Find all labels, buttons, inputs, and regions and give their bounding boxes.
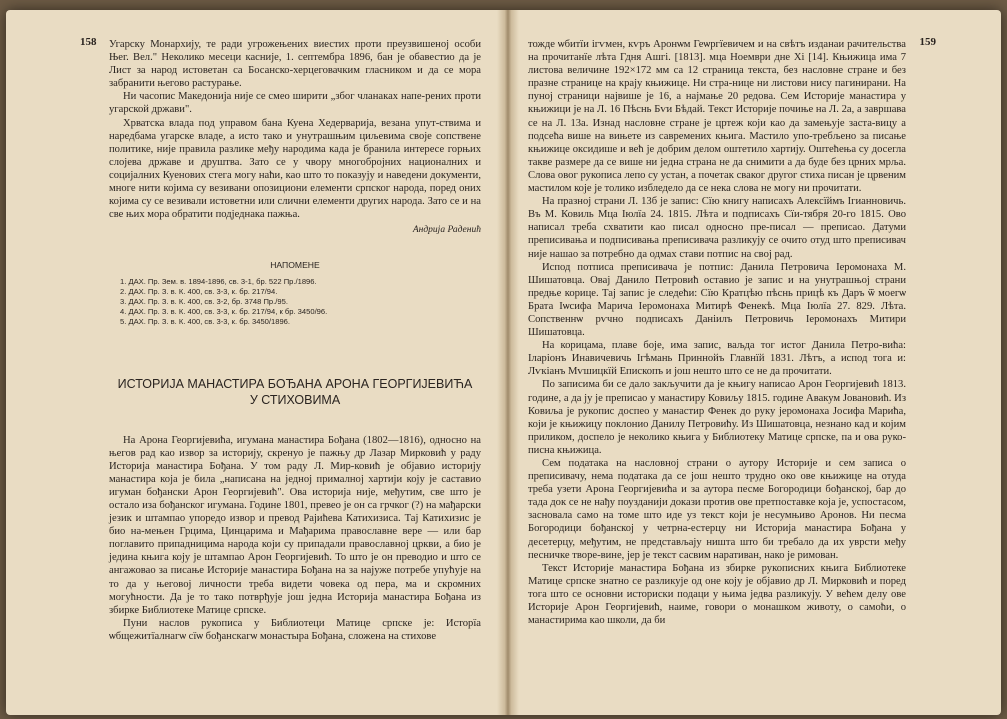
left-paragraph-2: Ни часопис Македонија није се смео ширити „због чланакаx напе-рених проти угарской држави". — [109, 91, 481, 116]
right-page — [528, 36, 936, 627]
article-title-line-2: У СТИХОВИМА — [249, 392, 341, 407]
footnote: 5. ДАХ. Пр. З. в. К. 400, св. 3-3, к. бр. 3450/1896. — [120, 316, 291, 326]
right-paragraph-6: Сем података на насловној страни о аутору Историје и сем записа о преписивачу, нема података да се још нешто трудно око ове књижице на отуда треба узети Арона Георгијевића и за аутора песме Богородици бођанској, бар до тада док се не нађу поузданији докази против ове претпоставке која је, успостасом, засновала само на томе што иде уз текст који је несумњиво Аронов. Ни песма Богородици бођанској у четрна-естерцу ни Историја манастира Бођана у десетерцу, међутим, не представљају ништа што би требало да их уврсти међу песничке творе-вине, јер је текст сасвим наративан, нако је римован. — [528, 458, 906, 561]
right-page-number: 159 — [919, 36, 936, 48]
footnote: 2. ДАХ. Пр. З. в. К. 400, св. 3-3, к. бр. 217/94. — [120, 286, 278, 296]
author-signature: Андрија Раденић — [412, 225, 481, 236]
left-page-number: 158 — [80, 36, 97, 48]
right-paragraph-2: На празној страни Л. 13б је запис: Сїю книгу написахъ Алексїймъ Ігианновичь. Въ М. Ковиль Мца Іюлїа 24. 1815. Лѣта и подписахъ Сїи-тября 20-го 1815. Ово написал треба схватити као писал односно пре-писал — преписао. Датуми преписивања и подписивања преписивача разликују се очито отуд што преписивач није нашао за потребно да одмах стави потпис на свој рад. — [528, 196, 906, 260]
article-paragraph-1: На Арона Георгијевића, игумана манастира Бођана (1802—1816), односно на његов рад као извор за историју, скренуо је пажњу др Лазар Мирковић у раду Историја манастира Бођана. У том раду Л. Мир-ковић је објавио историју манастира која је била „написана на једној прималној хартији коју је саставио игуман бођански Арон Георгијевић". Ова историја није, међутим, све што је остало иза бођанског игумана. Године 1801, превео је он са грчког (?) на мађарски језик и штампао упоредо извор и превод Рајићева Катихизиса. Тај Катихизис је био на-мењен Грцима, Цинцарима и Мађарима православне вере — или бар поглавито припадницима народа који су припадали православној цркви, а био је једина књига коју је штампао Арон Георгијевић. То што је он преводио и што се ангажовао за писање Историје манастира Бођана на за најуже потребе упућује на то да у његовој личности треба видети човека од пера, ма и скромних могућности. Да је то тако потврђује још једна Историја манастира Бођана из збирке Библиотеке Матице српске. — [109, 434, 481, 616]
article-paragraph-2: Пуни наслов рукописа у Библиотеци Матице српске је: Исторїа ѡбщежитїалнагѡ сїѡ бођанскагѡ монастыра Бођана, сложена на стихове — [109, 617, 481, 642]
book-gutter — [497, 10, 519, 715]
left-page — [80, 36, 481, 643]
notes-heading: НАПОМЕНЕ — [270, 260, 320, 271]
right-paragraph-4: На корицама, плаве боје, има запис, ваљда тог истог Данила Петро-вића: Іларіонъ Инавичевичь Ігѣмань Приннойъ Главнїй 1831. Лѣтъ, а испод тога и: Лѵкіанъ Мѵшицкїй Епископъ и још нешто што се не да прочитати. — [528, 340, 906, 378]
article-title — [109, 376, 481, 408]
right-paragraph-3: Испод потписа преписивача је потпис: Данила Петровича Іеромонаха М. Шишатовца. Овај Данило Петровић оставио је запис и на унутрашњој страни предње корице. Тај запис је следећи: Сїю Кратцѣю пѣснь прицѣ къ Даръ ѿ моегѡ Брата Іѡсифа Марича Іеромонаха Митирѣ Фенекѣ. Мца Іюлїа 27. 829. Лѣта. Сопственнѡ рѵчно подписахъ Даніилъ Петровичь Іеромонахъ Митири Шишатовца. — [528, 261, 906, 339]
footnote: 1. ДАХ. Пр. Зем. в. 1894-1896, св. 3-1, бр. 522 Пр./1896. — [120, 276, 317, 286]
left-paragraph-1: Угарску Монархију, те ради угрожењених виестих прoти преузвишеној особи Њег. Вел." Неколико месеци касније, 1. септембра 1896, бан је обавестиo да је Лист за народ истоветан са Босанско-херцеговачким гласником и да се мора забранити његово растурање. — [109, 39, 481, 90]
footnote: 3. ДАХ. Пр. З. в. К. 400, св. 3-2, бр. 3748 Пр./95. — [120, 296, 288, 306]
right-paragraph-7: Текст Историје манастира Бођана из збирке рукописних књига Библиотеке Матице српске знатно се разликује од оне коју је објавио др Л. Мирковић и поред тога што се основни историски подаци у њима једва разликују. У већем делу ове Историје Арон Георгијевић, наиме, говори о монашком животу, о самоћи, о манастирима као школи, да би — [528, 562, 906, 627]
book-spread — [6, 10, 1001, 715]
left-paragraph-3: Хрватска влада под управом бана Куена Хедерварија, везана упут-ствима и наредбама угарске владе, а исто тако и унутрашњим циљевима своје сопствене политике, није правила разлике међу народима када је бранила интересе горњих слојева државе и друштва. Зато се у чвору многобројних националних и социјалних Куенових стега могу наћи, као што то показују и наведени документи, многе нити којима су везивани опозициони елементи српског народа, поред оних којима су се везивали истоветни или слични елементи других народа. Зато се и на све њих мора обратити подједнака пажња. — [109, 117, 481, 221]
footnote: 4. ДАХ. Пр. З. в. К. 400, св. 3-3, к. бр. 217/94, к бр. 3450/96. — [120, 306, 328, 316]
right-paragraph-5: По записима би се дало закључити да је књигу написао Арон Георгијевић 1813. године, а да ју је преписао у манастиру Ковиљу 1815. године Авакум Јовановић. Из Ковиља је рукопис доспео у манастир Фенек до руку јеромонаха Јосифа Марића, који је књижицу поклонио Данилу Петровићу. Из Шишатовца, незнано кад и којим приликом, доспело је неколико књига у Библиотеку Матице српске, па и ова руко-писна књижица. — [528, 379, 906, 456]
article-title-line-1: ИСТОРИЈА МАНАСТИРА БОЂАНА АРОНА ГЕОРГИЈЕВИЋА — [117, 376, 473, 391]
right-paragraph-1: тожде ѡбитїи ігѵмен, кѵръ Аронѡм Геѡргїевичем и на свѣтъ изданаи рачительства на прочитанїе лѣта Гдня Ашгі. [1813]. мца Ноември дне Хі [14]. Књижица има 7 листова величине 192×172 мм са 12 страница текста, без насловне стране и без празне странице на крају књижице. Ни стра-нице ни листови нису пагинирани. На пуној страници највише је 16, а најмање 20 редова. Сем Историје манастира у књижици је на Л. 16 Пѣснь Бѵи Бѣдай. Текст Историје почиње на Л. 2а, а завршава се на Л. 13а. Изнад насловне стране је цртеж који као да замењује заста-вицу а подсећа више на вињете из савремених књига. Мастило упо-требљено за писање књижице оксидише и већ је добрим делом оштетило хартију. Оштећења су досегла такве размере да се више ни једна страна не да снимити а да буде без црних мрља. Слова овог рукописа лепо су устaн, а почетак сваког другог стиха писан је црвеним мастилом које је толико избледело да се нека слова не могу ни прочитати. — [528, 39, 906, 195]
